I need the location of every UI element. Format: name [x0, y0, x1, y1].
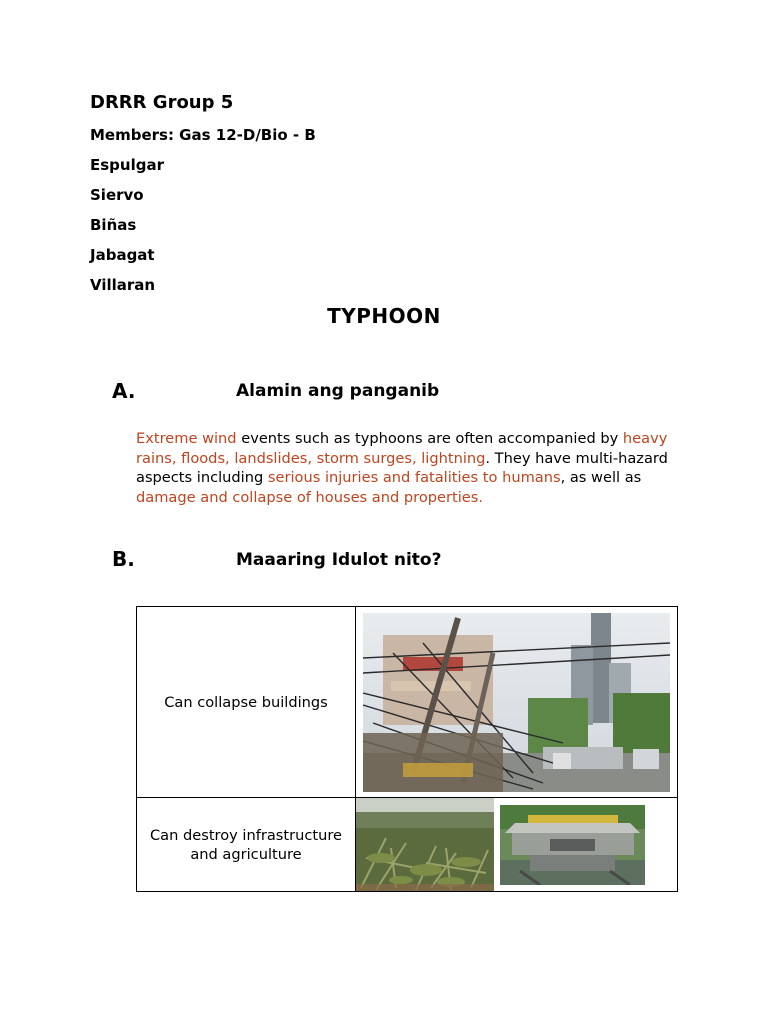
effect-label: Can destroy infrastructure and agriculture: [137, 798, 356, 892]
image-cell: [356, 607, 678, 798]
section-a-title: Alamin ang panganib: [236, 381, 440, 401]
member-name: Espulgar: [90, 156, 164, 174]
image-cell: [356, 798, 678, 892]
member-name: Siervo: [90, 186, 144, 204]
para-segment: , as well as: [560, 469, 642, 487]
main-heading: TYPHOON: [327, 304, 441, 328]
table-row: [137, 798, 678, 892]
para-segment: serious injuries and fatalities to humans: [267, 469, 561, 487]
section-b-letter: B.: [112, 547, 135, 571]
para-segment: damage and collapse of houses and properties.: [136, 488, 483, 506]
effect-label: Can collapse buildings: [137, 607, 356, 798]
table-row: [137, 607, 678, 798]
member-name: Jabagat: [90, 246, 155, 264]
member-name: Biñas: [90, 216, 137, 234]
member-name: Villaran: [90, 276, 156, 294]
para-segment: . They have multi-hazard aspects including: [136, 449, 668, 487]
effects-table: [136, 606, 678, 892]
document-title: DRRR Group 5: [90, 92, 234, 113]
hazard-description: [136, 429, 676, 507]
members-label: Members: Gas 12-D/Bio - B: [90, 126, 316, 144]
para-segment: heavy rains, floods, landslides, storm surges, lightning: [136, 430, 668, 467]
flattened-crops-photo: [356, 798, 494, 891]
section-a-letter: A.: [112, 379, 136, 403]
damaged-bridge-photo: [500, 805, 645, 885]
para-segment: events such as typhoons are often accompanied by: [236, 430, 623, 447]
collapsed-buildings-photo: [363, 613, 670, 792]
para-segment: Extreme wind: [136, 430, 237, 447]
section-b-title: Maaaring Idulot nito?: [236, 550, 442, 570]
